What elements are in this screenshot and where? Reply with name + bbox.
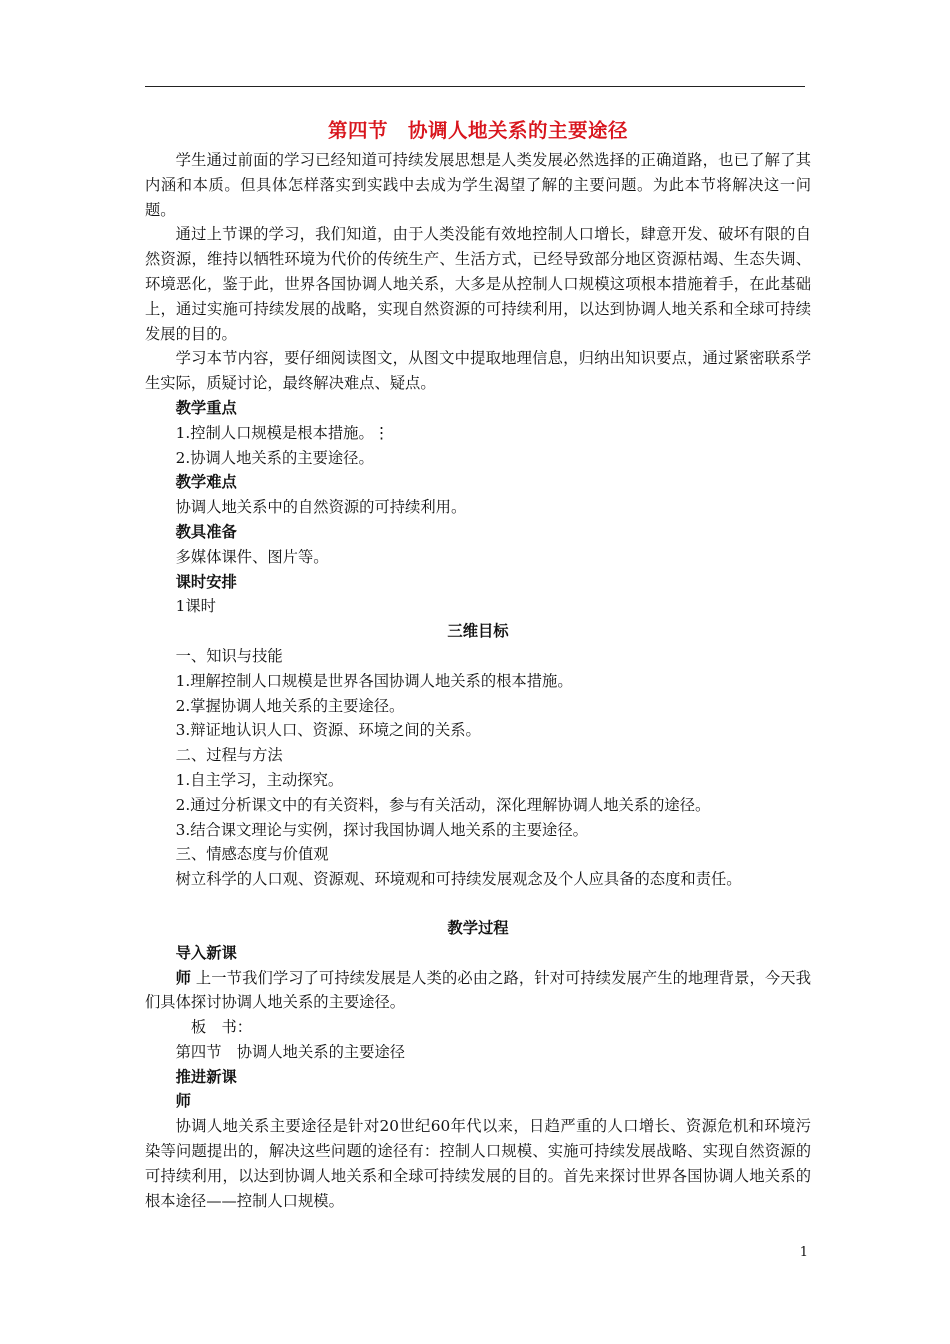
- advance-heading: 推进新课: [175, 1067, 237, 1086]
- key-point-item: 2.协调人地关系的主要途径。: [175, 448, 374, 467]
- document-body: [145, 116, 811, 1213]
- process-heading: 教学过程: [447, 918, 509, 937]
- goal-item: 3.结合课文理论与实例，探讨我国协调人地关系的主要途径。: [175, 820, 588, 839]
- tools-text: 多媒体课件、图片等。: [175, 547, 329, 566]
- goal-section-title: 二、过程与方法: [175, 746, 283, 765]
- teacher-text: 上一节我们学习了可持续发展是人类的必由之路，针对可持续发展产生的地理背景，今天我们具体探讨协调人地关系的主要途径。: [145, 968, 811, 1012]
- goals-heading: 三维目标: [447, 622, 509, 641]
- difficulty-text: 协调人地关系中的自然资源的可持续利用。: [175, 498, 467, 517]
- tools-heading: 教具准备: [175, 522, 237, 541]
- intro-lesson-heading: 导入新课: [175, 943, 237, 962]
- board-label: 板 书：: [190, 1018, 253, 1037]
- goal-item: 1.理解控制人口规模是世界各国协调人地关系的根本措施。: [175, 671, 573, 690]
- process-body: 协调人地关系主要途径是针对20世纪60年代以来，日趋严重的人口增长、资源危机和环境污染等问题提出的，解决这些问题的途径有：控制人口规模、实施可持续发展战略、实现自然资源的可持续利用，以达到协调人地关系和全球可持续发展的目的。首先来探讨世界各国协调人地关系的根本途径——控制人口规模。: [145, 1117, 811, 1210]
- teacher-label-2: 师: [175, 1092, 191, 1111]
- teacher-paragraph: [145, 966, 811, 1016]
- page-title: 第四节 协调人地关系的主要途径: [327, 119, 628, 142]
- intro-paragraph-2: 通过上节课的学习，我们知道，由于人类没能有效地控制人口增长，肆意开发、破坏有限的自然资源，维持以牺牲环境为代价的传统生产、生活方式，已经导致部分地区资源枯竭、生态失调、环境恶化，鉴于此，世界各国协调人地关系，大多是从控制人口规模这项根本措施着手，在此基础上，通过实施可持续发展的战略，实现自然资源的可持续利用，以达到协调人地关系和全球可持续发展的目的。: [145, 225, 811, 343]
- goal-item: 2.掌握协调人地关系的主要途径。: [175, 696, 405, 715]
- difficulty-heading: 教学难点: [175, 473, 237, 492]
- goal-section-title: 三、情感态度与价值观: [175, 845, 329, 864]
- key-point-item: 1.控制人口规模是根本措施。⋮: [175, 423, 390, 442]
- goal-section-title: 一、知识与技能: [175, 646, 283, 665]
- goal-item: 3.辩证地认识人口、资源、环境之间的关系。: [175, 721, 481, 740]
- goal-item: 2.通过分析课文中的有关资料，参与有关活动，深化理解协调人地关系的途径。: [175, 795, 711, 814]
- key-points-heading: 教学重点: [175, 398, 237, 417]
- teacher-label: 师: [175, 968, 191, 987]
- schedule-heading: 课时安排: [175, 572, 237, 591]
- board-text: 第四节 协调人地关系的主要途径: [175, 1042, 406, 1061]
- goal-item: 1.自主学习，主动探究。: [175, 770, 344, 789]
- header-rule: [145, 86, 805, 87]
- page-number: 1: [799, 1245, 808, 1260]
- intro-paragraph-1: 学生通过前面的学习已经知道可持续发展思想是人类发展必然选择的正确道路，也已了解了其内涵和本质。但具体怎样落实到实践中去成为学生渴望了解的主要问题。为此本节将解决这一问题。: [145, 151, 811, 219]
- goal-item: 树立科学的人口观、资源观、环境观和可持续发展观念及个人应具备的态度和责任。: [175, 870, 742, 889]
- intro-paragraph-3: 学习本节内容，要仔细阅读图文，从图文中提取地理信息，归纳出知识要点，通过紧密联系学生实际，质疑讨论，最终解决难点、疑点。: [145, 349, 811, 393]
- schedule-text: 1课时: [175, 597, 216, 616]
